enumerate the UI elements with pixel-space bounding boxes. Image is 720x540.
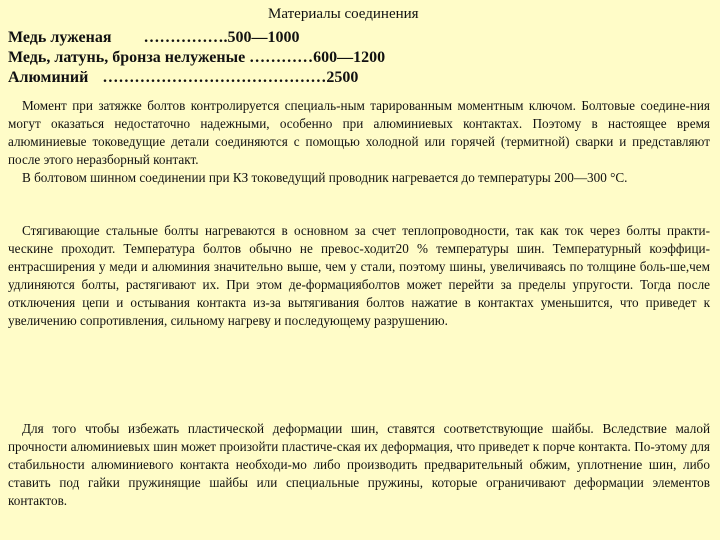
material-row [8,48,385,68]
paragraph-block-3 [8,420,710,510]
material-row [8,28,385,48]
material-value: ……………………………………2500 [102,69,359,86]
paragraph-text: Для того чтобы избежать пластической деформации шин, ставятся соответствующие шайбы. Вследствие малой прочности алюминиевых шин может произойти пластиче-ская их деформация, что приведет к порче контакта. По-этому для стабильности алюминиевого контакта необходи-мо либо производить предварительный обжим, уплотнение шин, либо ставить под гайки пружинящие шайбы или специальные пружины, которые ограничивают деформации элементов контактов. [8,421,710,508]
paragraph [8,97,710,169]
paragraph-block-1 [8,97,710,187]
material-name: Алюминий [8,69,89,86]
section-heading: Материалы соединения [268,6,419,22]
material-row [8,68,385,88]
paragraph [8,222,710,330]
materials-list [8,28,385,88]
material-name: Медь луженая [8,29,112,46]
material-value: …………600—1200 [249,49,386,66]
material-name: Медь, латунь, бронза нелуженые [8,49,246,66]
paragraph-text: Стягивающие стальные болты нагреваются в основном за счет теплопроводности, так как ток через болты практи-ческине проходит. Температура болтов обычно не превос-ходит20 % температуры шин. Температурный коэффици-ентрасширения у меди и алюминия значительно выше, чем у стали, поэтому шины, увеличиваясь по толщине боль-ше,чем удлиняются болты, растягивают их. При этом де-формацияболтов может перейти за пределы упругости. Тогда после отключения цепи и остывания контакта из-за вытягивания болтов нажатие в контактах уменьшится, что приведет к увеличению сопротивления, сильному нагреву и последующему разрушению. [8,223,710,328]
paragraph-text: Момент при затяжке болтов контролируется специаль-ным тарированным моментным ключом. Болтовые соедине-ния могут оказаться недостаточно надежными, особенно при алюминиевых контактах. Поэтому в настоящее время алюминиевые токоведущие детали соединяются с помощью холодной или горячей (термитной) сварки и представляют после этого неразборный контакт. [8,98,710,167]
paragraph-block-2 [8,222,710,330]
material-value: …………….500—1000 [143,29,300,46]
paragraph [8,169,710,187]
paragraph-text: В болтовом шинном соединении при КЗ токоведущий проводник нагревается до температуры 200—300 °С. [22,170,628,185]
paragraph [8,420,710,510]
